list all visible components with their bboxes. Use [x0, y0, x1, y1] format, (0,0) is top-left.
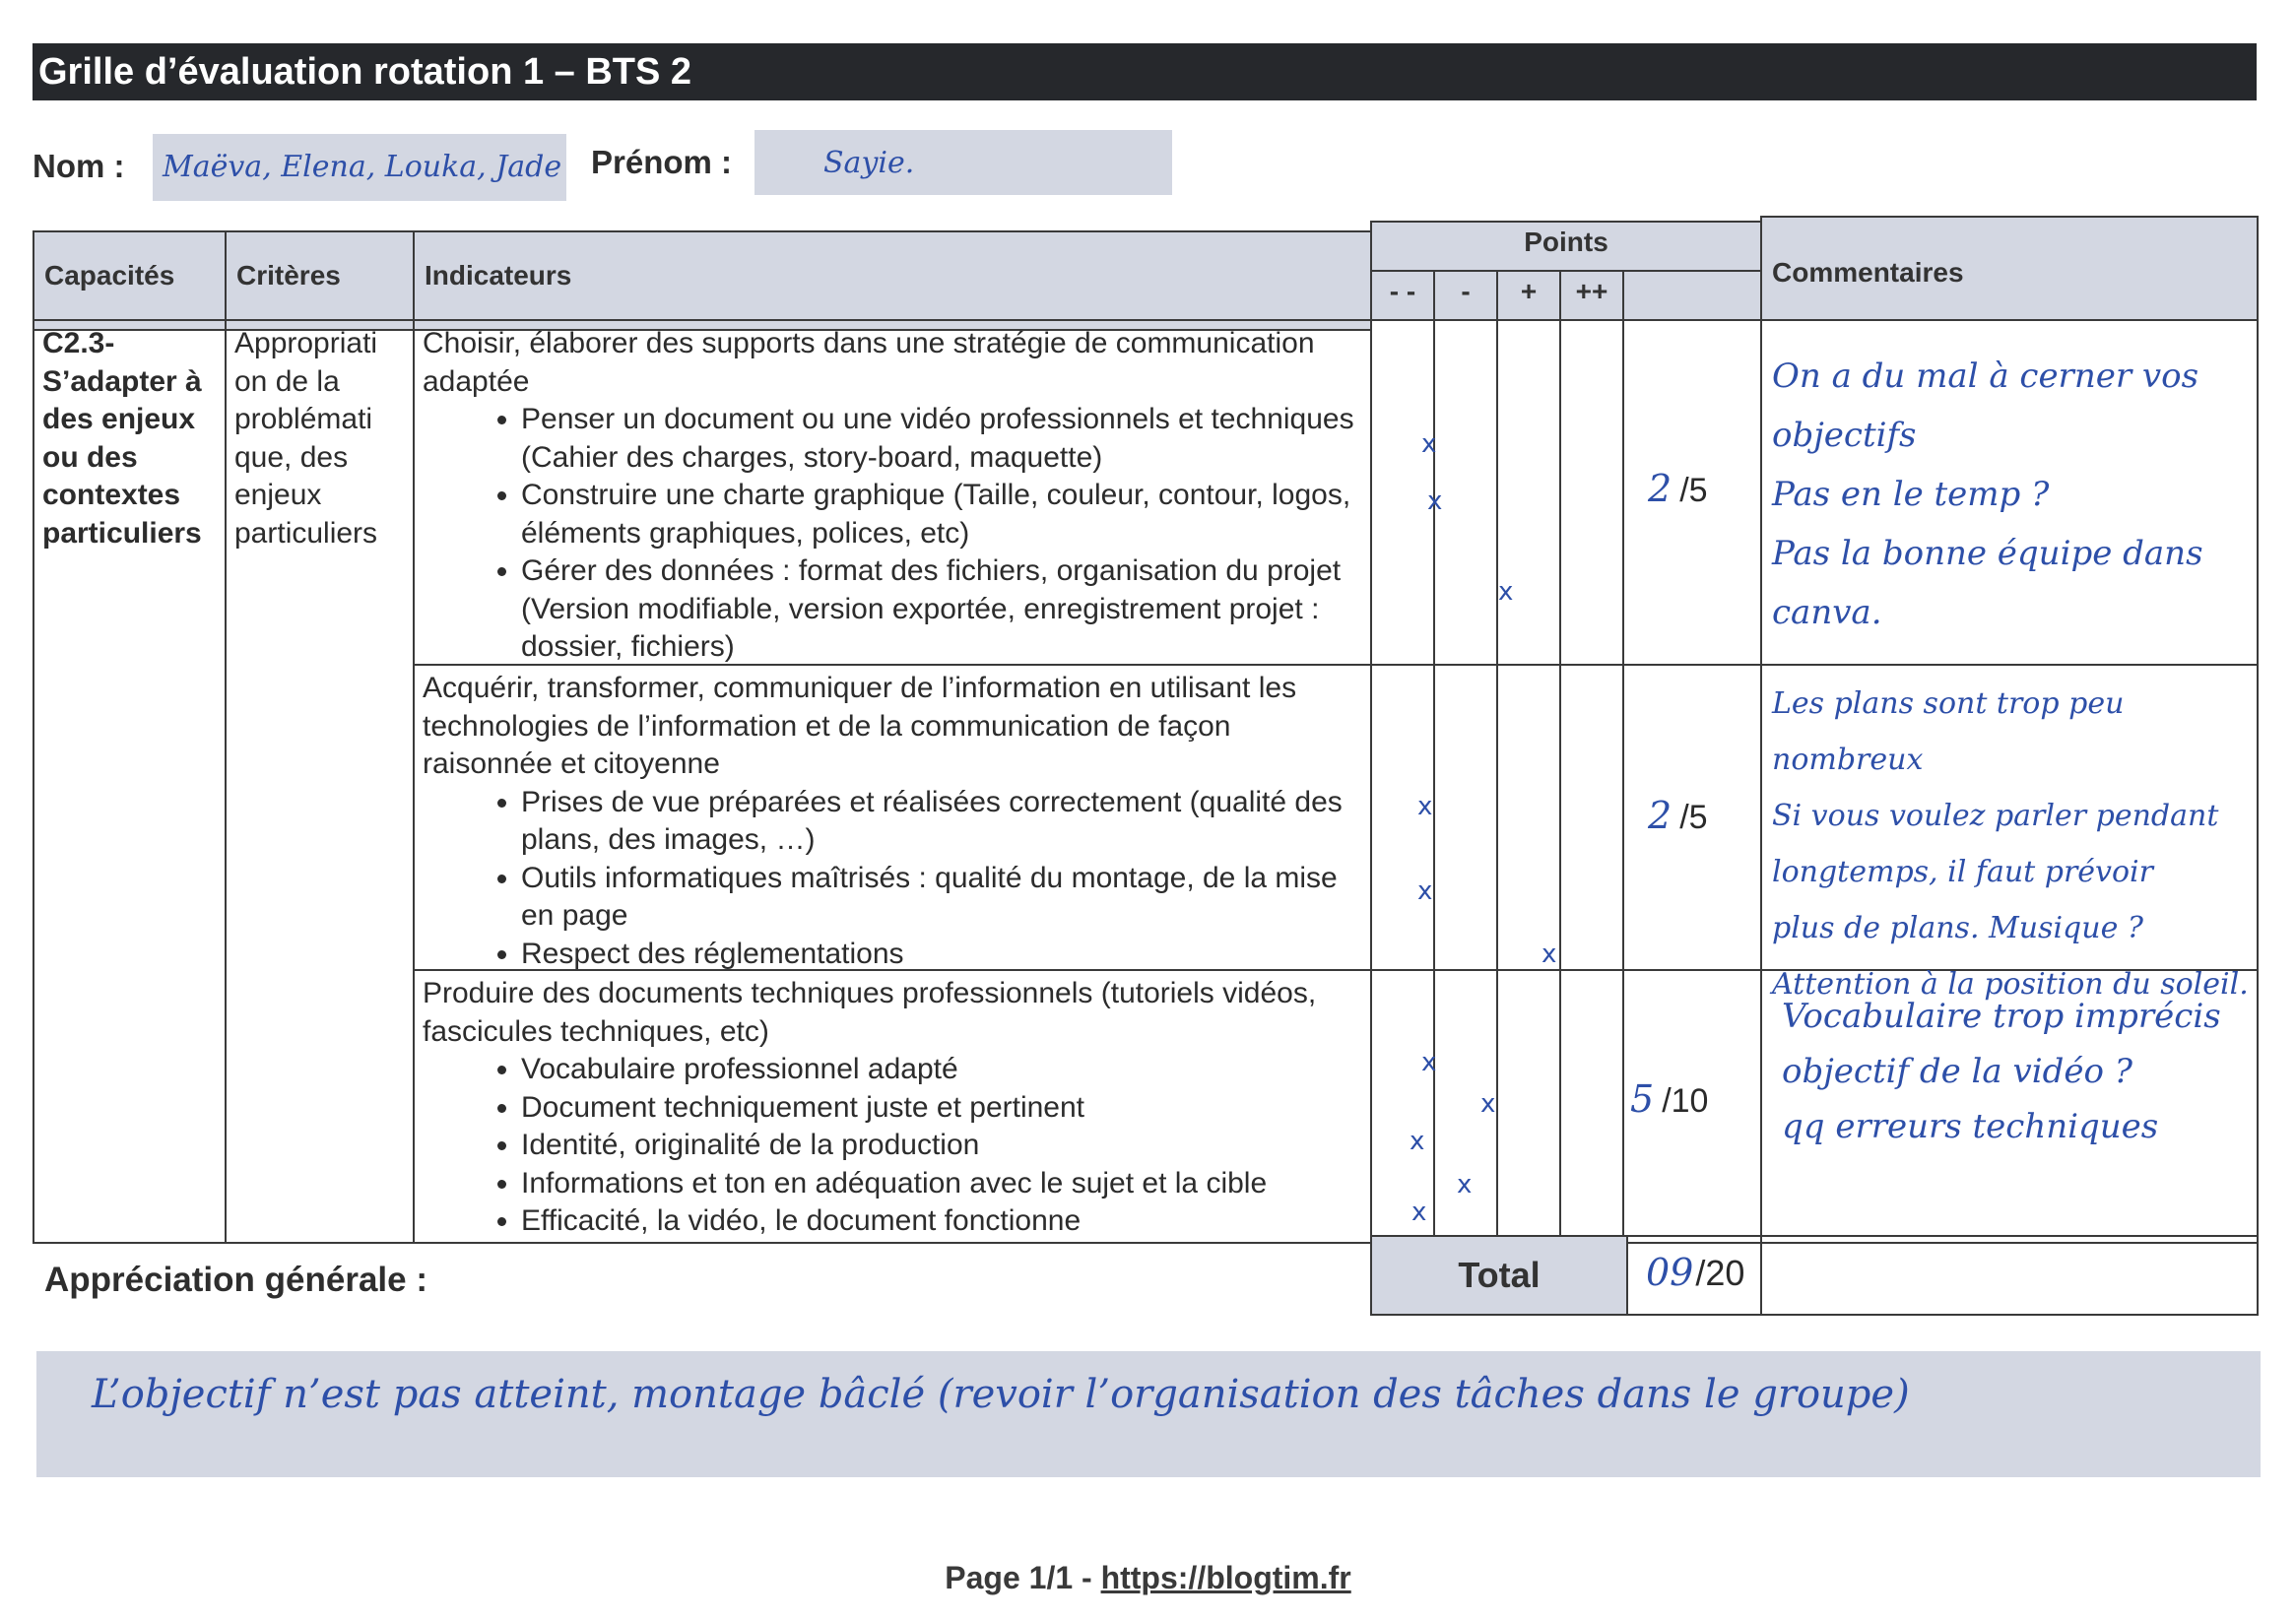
- comment-line: qq erreurs techniques: [1782, 1107, 2159, 1146]
- comment-line: Si vous voulez parler pendant: [1772, 799, 2219, 833]
- score-max: /10: [1662, 1082, 1709, 1120]
- checkmark: x: [1411, 1198, 1427, 1227]
- indicator-item: • Identité, originalité de la production: [521, 1127, 1362, 1165]
- header-level-very-low: - -: [1370, 270, 1435, 321]
- total-score-value: 09: [1646, 1251, 1694, 1294]
- checkmark: x: [1480, 1089, 1496, 1119]
- page-number: Page 1/1 -: [945, 1560, 1101, 1595]
- score-value: 2: [1648, 467, 1673, 510]
- indicator-row-3: [413, 969, 1372, 1244]
- header-level-very-high: ++: [1559, 270, 1624, 321]
- indicator-intro: Acquérir, transformer, communiquer de l’information en utilisant les technologies de l’information et de la communication de façon raisonnée et citoyenne: [423, 672, 1297, 780]
- checkmark: x: [1417, 876, 1433, 906]
- score-row-2: [1648, 794, 1708, 837]
- comment-row-2: [1772, 676, 2255, 1012]
- row-separator: [1370, 664, 1624, 666]
- comment-line: Attention à la position du soleil.: [1772, 967, 2249, 1002]
- indicator-item: • Penser un document ou une vidéo professionnels et techniques (Cahier des charges, story-board, maquette): [521, 401, 1362, 477]
- checkmark: x: [1410, 1127, 1425, 1156]
- header-commentaires: Commentaires: [1760, 216, 2259, 321]
- total-label: Total: [1370, 1235, 1628, 1316]
- indicator-intro: Produire des documents techniques professionnels (tutoriels vidéos, fascicules techniques, etc): [423, 977, 1317, 1048]
- indicator-item: • Informations et ton en adéquation avec le sujet et la cible: [521, 1165, 1362, 1203]
- comment-line: Pas en le temp ?: [1772, 475, 2050, 514]
- indicator-item: • Construire une charte graphique (Taille, couleur, contour, logos, éléments graphiques, polices, etc): [521, 477, 1362, 552]
- score-max: /5: [1679, 799, 1708, 836]
- indicator-item: • Efficacité, la vidéo, le document fonctionne: [521, 1202, 1362, 1241]
- header-criteres: Critères: [225, 230, 415, 331]
- comment-line: Pas la bonne équipe dans: [1772, 534, 2203, 573]
- prenom-value: Sayie.: [823, 146, 915, 180]
- indicator-item: • Outils informatiques maîtrisés : qualité du montage, de la mise en page: [521, 860, 1362, 936]
- indicator-item: • Document techniquement juste et pertinent: [521, 1089, 1362, 1128]
- comment-line: longtemps, il faut prévoir: [1772, 855, 2153, 889]
- indicator-item: • Prises de vue préparées et réalisées correctement (qualité des plans, des images, …): [521, 784, 1362, 860]
- comment-row-1: [1772, 347, 2255, 642]
- points-col-very-high: [1559, 319, 1624, 1244]
- row-separator: [1370, 969, 1624, 971]
- evaluation-table: [33, 221, 2259, 1316]
- prenom-label: Prénom :: [591, 144, 733, 180]
- appreciation-text: L’objectif n’est pas atteint, montage bâclé (revoir l’organisation des tâches dans le groupe): [92, 1372, 1910, 1417]
- checkmark: x: [1498, 577, 1514, 607]
- header-indicateurs: Indicateurs: [413, 230, 1372, 331]
- footer-link[interactable]: https://blogtim.fr: [1100, 1560, 1351, 1595]
- indicator-item: • Respect des réglementations: [521, 936, 1362, 974]
- header-score: [1622, 270, 1762, 321]
- checkmark: x: [1421, 1048, 1437, 1077]
- score-value: 2: [1648, 794, 1673, 837]
- score-max: /5: [1679, 472, 1708, 509]
- score-value: 5: [1630, 1077, 1655, 1121]
- indicator-row-2: [413, 664, 1372, 971]
- score-row-3: [1630, 1077, 1708, 1121]
- points-col-high: [1496, 319, 1561, 1244]
- total-score-max: /20: [1695, 1253, 1745, 1293]
- checkmark: x: [1457, 1170, 1473, 1200]
- header-level-low: -: [1433, 270, 1498, 321]
- capacite-cell: C2.3- S’adapter à des enjeux ou des contextes particuliers: [33, 319, 227, 1244]
- header-capacites: Capacités: [33, 230, 227, 331]
- appreciation-box[interactable]: [36, 1351, 2261, 1477]
- indicator-item: • Vocabulaire professionnel adapté: [521, 1051, 1362, 1089]
- total-score: [1646, 1251, 1744, 1294]
- indicator-row-1: [413, 319, 1372, 666]
- page-title: Grille d’évaluation rotation 1 – BTS 2: [33, 43, 2257, 100]
- header-points: Points: [1370, 221, 1762, 272]
- comment-line: objectif de la vidéo ?: [1782, 1052, 2132, 1091]
- comment-line: Vocabulaire trop imprécis: [1782, 997, 2221, 1036]
- checkmark: x: [1542, 940, 1557, 969]
- appreciation-label: Appréciation générale :: [44, 1261, 427, 1299]
- comment-line: canva.: [1772, 593, 1882, 632]
- comment-line: Les plans sont trop peu nombreux: [1772, 686, 2125, 777]
- critere-cell: Appropriati on de la problémati que, des enjeux particuliers: [225, 319, 415, 1244]
- score-row-1: [1648, 467, 1708, 510]
- checkmark: x: [1421, 429, 1437, 459]
- comment-line: On a du mal à cerner vos objectifs: [1772, 357, 2199, 455]
- checkmark: x: [1417, 792, 1433, 821]
- checkmark: x: [1427, 486, 1443, 516]
- comment-row-3: [1782, 989, 2255, 1154]
- nom-field[interactable]: [153, 134, 566, 201]
- header-level-high: +: [1496, 270, 1561, 321]
- indicator-intro: Choisir, élaborer des supports dans une stratégie de communication adaptée: [423, 327, 1315, 398]
- page-footer: [0, 1560, 2296, 1596]
- nom-label: Nom :: [33, 148, 125, 184]
- indicator-item: • Gérer des données : format des fichiers, organisation du projet (Version modifiable, version exportée, enregistrement projet : dossier, fichiers): [521, 552, 1362, 667]
- prenom-field[interactable]: [754, 130, 1172, 195]
- total-blank-cell: [1760, 1235, 2259, 1316]
- comment-line: plus de plans. Musique ?: [1772, 911, 2143, 945]
- nom-value: Maëva, Elena, Louka, Jade: [163, 150, 562, 184]
